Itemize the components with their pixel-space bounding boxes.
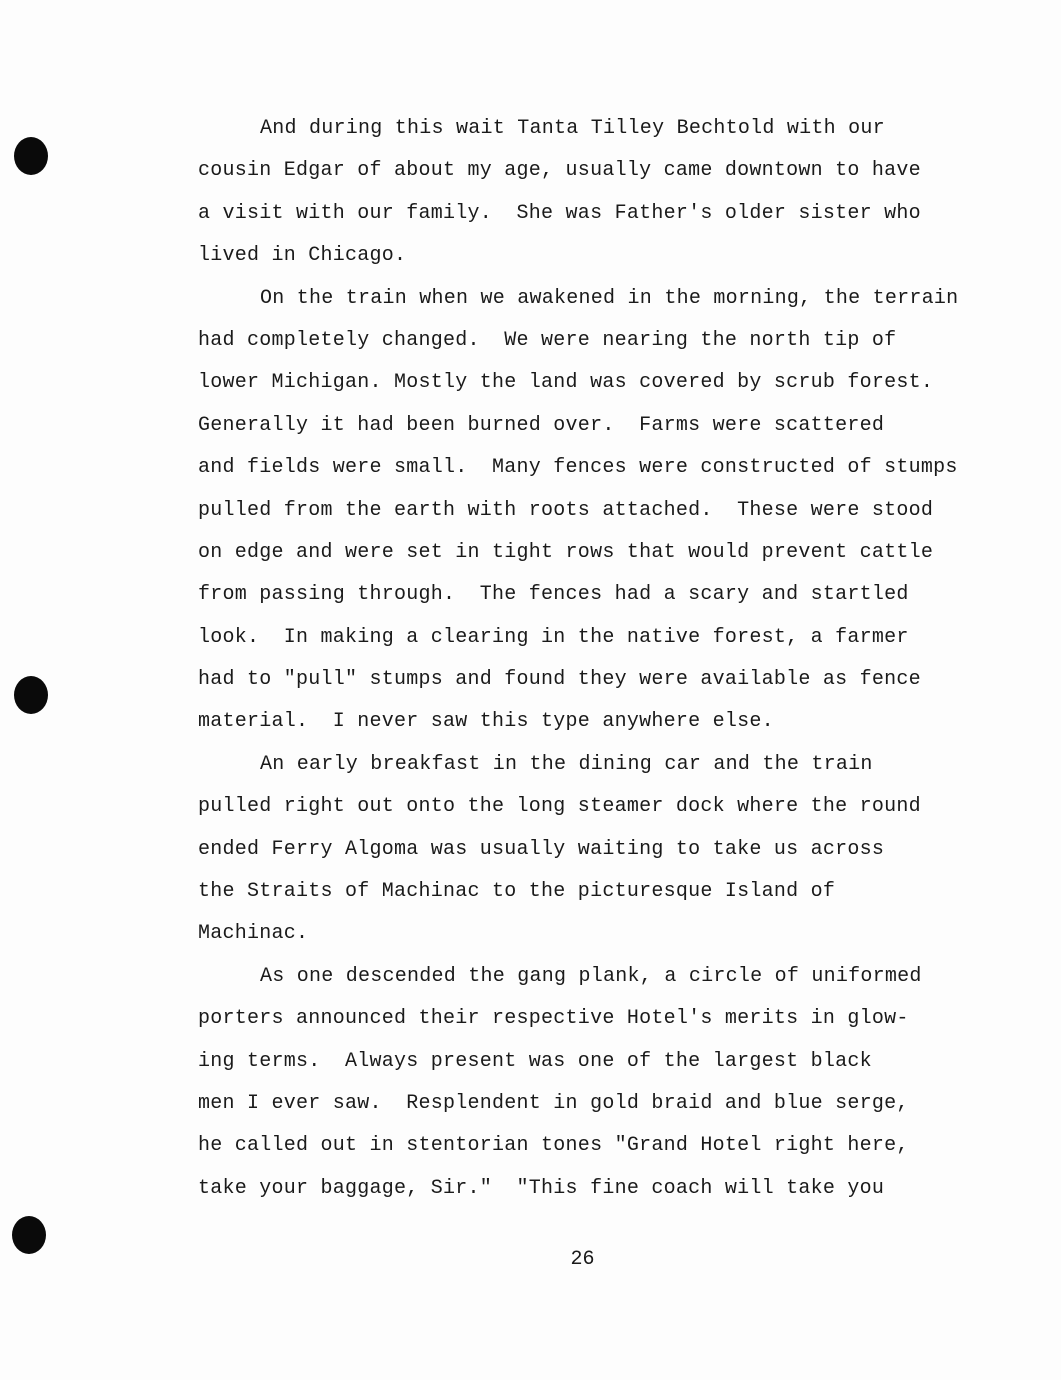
paragraph-line: porters announced their respective Hotel's merits in glow-: [198, 1007, 909, 1031]
paragraph-line: and fields were small. Many fences were constructed of stumps: [198, 456, 958, 480]
paragraph-line: lower Michigan. Mostly the land was covered by scrub forest.: [198, 371, 934, 395]
body-text: [198, 108, 1018, 1210]
paragraph-line: had to "pull" stumps and found they were available as fence: [198, 668, 921, 692]
paragraph-line: he called out in stentorian tones "Grand Hotel right here,: [198, 1134, 909, 1158]
paragraph-line: men I ever saw. Resplendent in gold braid and blue serge,: [198, 1091, 909, 1115]
binder-hole-middle: [14, 676, 48, 714]
paragraph-line: ing terms. Always present was one of the largest black: [198, 1049, 872, 1073]
paragraph-line: And during this wait Tanta Tilley Bechtold with our: [260, 117, 885, 140]
paragraph-line: cousin Edgar of about my age, usually came downtown to have: [198, 159, 921, 183]
paragraph-line: On the train when we awakened in the morning, the terrain: [260, 286, 959, 310]
paragraph-line: a visit with our family. She was Father's older sister who: [198, 201, 921, 225]
paragraph-line: look. In making a clearing in the native forest, a farmer: [198, 625, 909, 649]
paragraph-line: pulled right out onto the long steamer dock where the round: [198, 795, 921, 819]
paragraph-line: pulled from the earth with roots attached. These were stood: [198, 498, 934, 522]
paragraph-line: take your baggage, Sir." "This fine coach will take you: [198, 1176, 885, 1200]
binder-hole-top: [14, 137, 48, 175]
paragraph-line: ended Ferry Algoma was usually waiting to take us across: [198, 837, 885, 861]
paragraph-line: Machinac.: [198, 922, 309, 946]
paragraph-line: the Straits of Machinac to the picturesque Island of: [198, 880, 836, 904]
paragraph-line: material. I never saw this type anywhere else.: [198, 710, 774, 734]
paragraph-line: An early breakfast in the dining car and the train: [260, 752, 873, 776]
paragraph-line: lived in Chicago.: [198, 244, 407, 268]
paragraph-line: from passing through. The fences had a scary and startled: [198, 583, 909, 607]
paragraph-line: had completely changed. We were nearing the north tip of: [198, 328, 897, 352]
paragraph-line: on edge and were set in tight rows that would prevent cattle: [198, 540, 934, 564]
page-number: 26: [570, 1248, 595, 1271]
paragraph-line: Generally it had been burned over. Farms were scattered: [198, 413, 885, 437]
paragraph-line: As one descended the gang plank, a circle of uniformed: [260, 964, 922, 988]
